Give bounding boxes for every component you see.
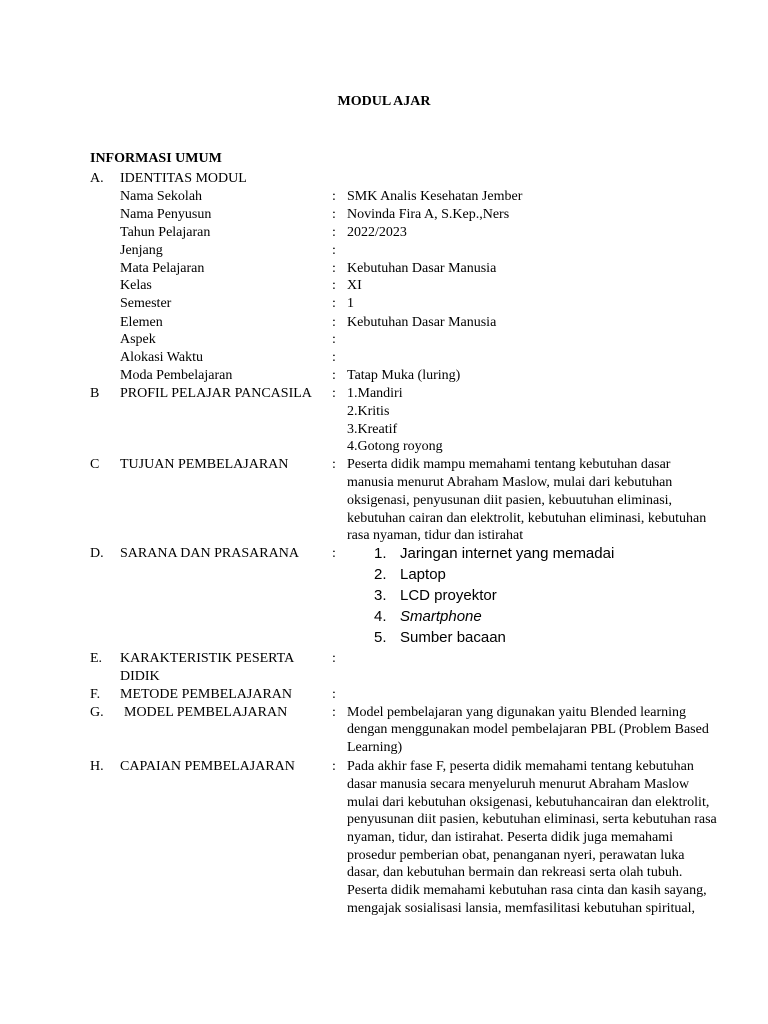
colon: : (332, 315, 336, 330)
identitas-label: Kelas (120, 278, 152, 293)
colon: : (332, 296, 336, 311)
profil-item: 4.Gotong royong (347, 439, 443, 454)
list-text: Laptop (400, 566, 446, 583)
profil-item: 1.Mandiri (347, 386, 403, 401)
capaian-line: nyaman, tidur, dan istirahat. Peserta didik juga memahami (347, 830, 674, 845)
section-letter-e: E. (90, 651, 103, 666)
identitas-value: Novinda Fira A, S.Kep.,Ners (347, 207, 510, 222)
model-heading: MODEL PEMBELAJARAN (124, 705, 288, 720)
identitas-heading: IDENTITAS MODUL (120, 171, 247, 186)
identitas-value: Kebutuhan Dasar Manusia (347, 315, 497, 330)
identitas-label: Nama Penyusun (120, 207, 212, 222)
colon: : (332, 705, 336, 720)
model-line: dengan menggunakan model pembelajaran PBL (Problem Based (347, 722, 709, 737)
list-text: Sumber bacaan (400, 629, 506, 646)
identitas-label: Tahun Pelajaran (120, 225, 211, 240)
list-number: 1. (374, 545, 387, 562)
list-text: Smartphone (400, 608, 482, 625)
capaian-line: dasar, dan kebutuhan bermain dan rekreasi serta olah tubuh. (347, 865, 683, 880)
list-text: Jaringan internet yang memadai (400, 545, 615, 562)
capaian-heading: CAPAIAN PEMBELAJARAN (120, 759, 295, 774)
colon: : (332, 457, 336, 472)
colon: : (332, 386, 336, 401)
list-text: LCD proyektor (400, 587, 497, 604)
colon: : (332, 243, 336, 258)
metode-heading: METODE PEMBELAJARAN (120, 687, 293, 702)
tujuan-heading: TUJUAN PEMBELAJARAN (120, 457, 289, 472)
profil-item: 3.Kreatif (347, 422, 398, 437)
section-letter-d: D. (90, 546, 104, 561)
colon: : (332, 207, 336, 222)
colon: : (332, 261, 336, 276)
identitas-value: Kebutuhan Dasar Manusia (347, 261, 497, 276)
colon: : (332, 759, 336, 774)
colon: : (332, 546, 336, 561)
colon: : (332, 189, 336, 204)
tujuan-line: manusia menurut Abraham Maslow, mulai dari kebutuhan (347, 475, 673, 490)
section-letter-b: B (90, 386, 100, 401)
section-heading: INFORMASI UMUM (90, 151, 222, 166)
identitas-label: Moda Pembelajaran (120, 368, 233, 383)
tujuan-line: kebutuhan cairan dan elektrolit, kebutuhan eliminasi, kebutuhan (347, 511, 707, 526)
section-letter-c: C (90, 457, 100, 472)
section-letter-g: G. (90, 705, 104, 720)
identitas-label: Elemen (120, 315, 163, 330)
karakteristik-heading-cont: DIDIK (120, 669, 160, 684)
identitas-label: Semester (120, 296, 172, 311)
identitas-label: Jenjang (120, 243, 163, 258)
identitas-label: Nama Sekolah (120, 189, 203, 204)
list-number: 5. (374, 629, 387, 646)
identitas-value: 2022/2023 (347, 225, 407, 240)
capaian-line: Pada akhir fase F, peserta didik memahami tentang kebutuhan (347, 759, 694, 774)
capaian-line: mulai dari kebutuhan oksigenasi, kebutuhancairan dan elektrolit, (347, 795, 710, 810)
capaian-line: Peserta didik memahami kebutuhan rasa cinta dan kasih sayang, (347, 883, 707, 898)
section-letter-f: F. (90, 687, 101, 702)
list-number: 3. (374, 587, 387, 604)
sarana-heading: SARANA DAN PRASARANA (120, 546, 299, 561)
colon: : (332, 368, 336, 383)
capaian-line: prosedur pemberian obat, penanganan nyeri, perawatan luka (347, 848, 685, 863)
identitas-value: SMK Analis Kesehatan Jember (347, 189, 523, 204)
capaian-line: penyusunan diit pasien, kebutuhan eliminasi, serta kebutuhan rasa (347, 812, 717, 827)
tujuan-line: Peserta didik mampu memahami tentang kebutuhan dasar (347, 457, 671, 472)
model-line: Learning) (347, 740, 403, 755)
colon: : (332, 278, 336, 293)
capaian-line: dasar manusia secara menyeluruh menurut Abraham Maslow (347, 777, 690, 792)
tujuan-line: rasa nyaman, tidur dan istirahat (347, 528, 524, 543)
colon: : (332, 651, 336, 666)
identitas-value: XI (347, 278, 362, 293)
capaian-line: mengajak sosialisasi lansia, memfasilitasi kebutuhan spiritual, (347, 901, 695, 916)
karakteristik-heading: KARAKTERISTIK PESERTA (120, 651, 295, 666)
identitas-value: Tatap Muka (luring) (347, 368, 461, 383)
section-letter-a: A. (90, 171, 104, 186)
page-title: MODUL AJAR (337, 94, 431, 109)
colon: : (332, 687, 336, 702)
tujuan-line: oksigenasi, penyusunan diit pasien, kebuutuhan eliminasi, (347, 493, 673, 508)
list-number: 4. (374, 608, 387, 625)
list-number: 2. (374, 566, 387, 583)
profil-heading: PROFIL PELAJAR PANCASILA (120, 386, 312, 401)
colon: : (332, 350, 336, 365)
profil-item: 2.Kritis (347, 404, 390, 419)
identitas-label: Aspek (120, 332, 156, 347)
model-line: Model pembelajaran yang digunakan yaitu Blended learning (347, 705, 687, 720)
identitas-label: Alokasi Waktu (120, 350, 203, 365)
colon: : (332, 225, 336, 240)
section-letter-h: H. (90, 759, 104, 774)
identitas-value: 1 (347, 296, 354, 311)
colon: : (332, 332, 336, 347)
identitas-label: Mata Pelajaran (120, 261, 205, 276)
